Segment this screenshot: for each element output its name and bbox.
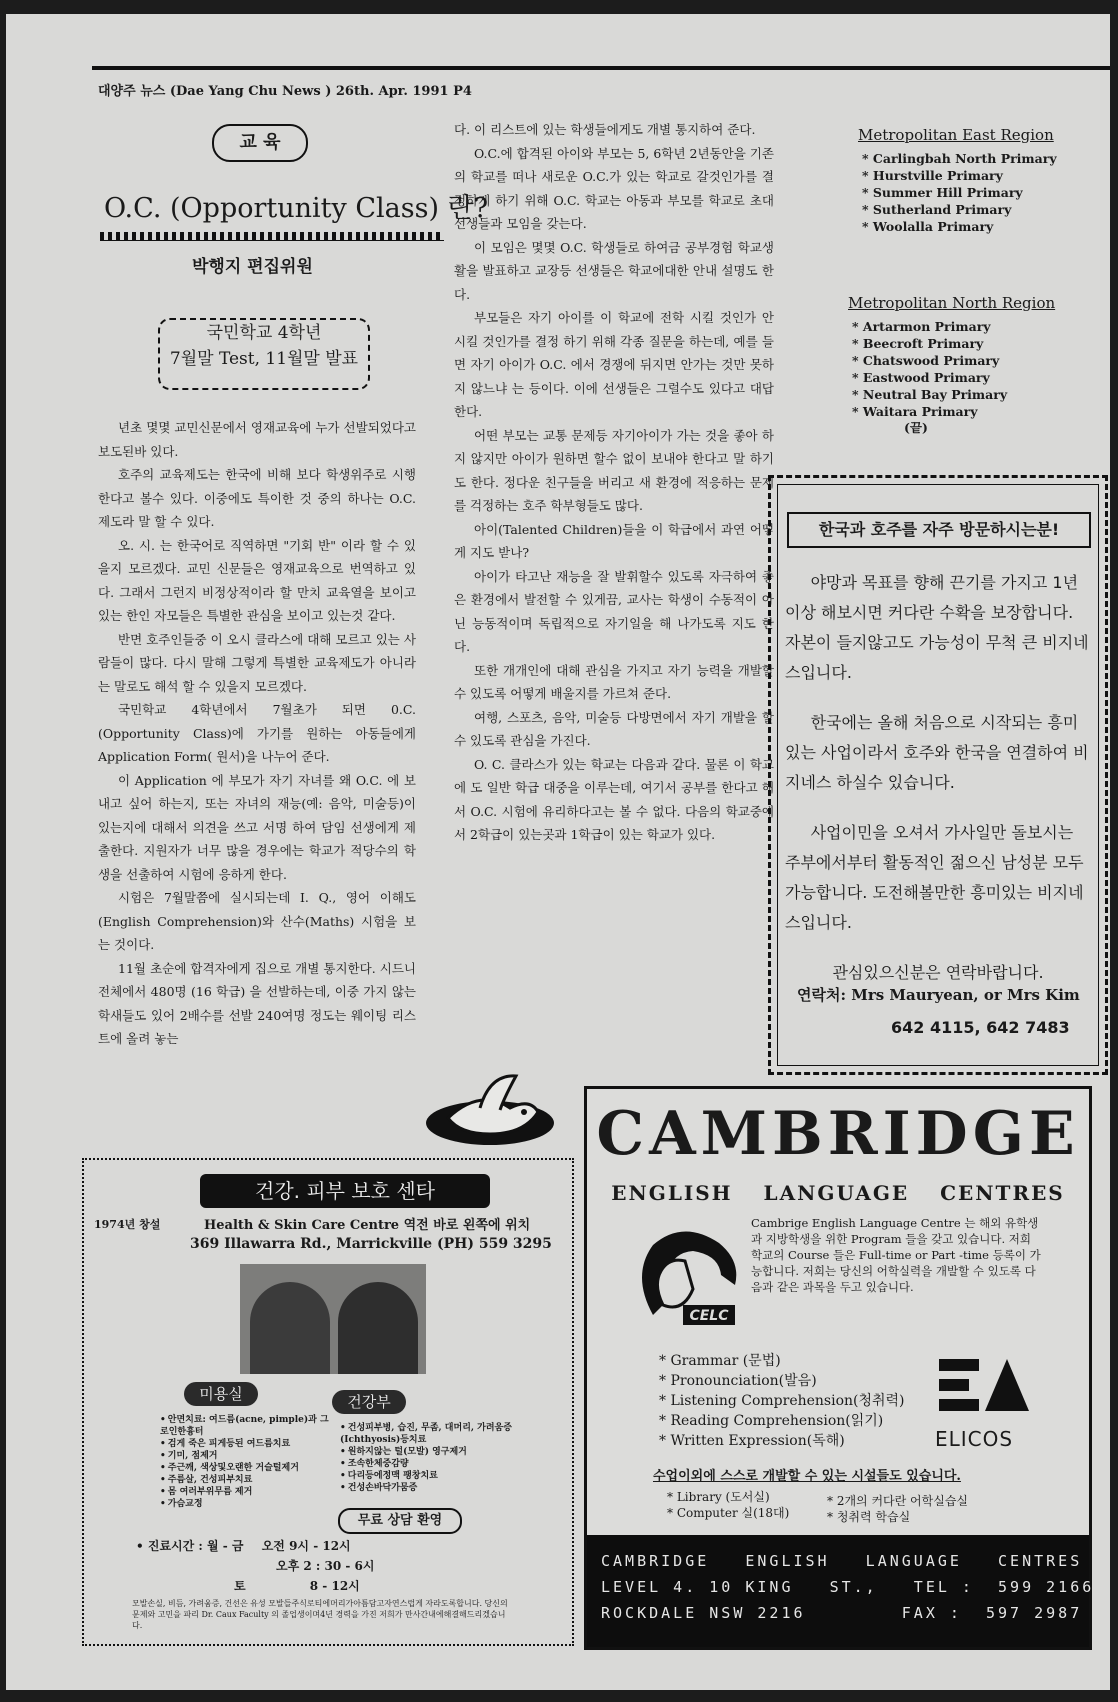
- service-item: • 건성피부병, 습진, 무좀, 대머리, 가려움증(Ichthyosis)등치료: [340, 1422, 530, 1446]
- paragraph: 시험은 7월말쯤에 실시되는데 I. Q., 영어 이해도 (English Comprehension)와 산수(Maths) 시험을 보는 것이다.: [98, 890, 416, 952]
- subhead-line-1: 국민학교 4학년: [206, 323, 322, 343]
- health-label: 건강부: [332, 1390, 406, 1414]
- cambridge-title: CAMBRIDGE: [596, 1099, 1080, 1169]
- ad-contact: 연락처: Mrs Mauryean, or Mrs Kim: [797, 986, 1080, 1004]
- school-list: [858, 150, 1098, 235]
- course-item: * Reading Comprehension(읽기): [659, 1411, 905, 1431]
- health-ad-fineprint: 모발손실, 비듬, 가려움증, 건선은 유성 모발들주식로티에머리가아틈담고자연스럽게 자라도록합니다. 당신의문제와 고민을 파리 Dr. Caux Faculty 의 졸업생이며4년 경력을 가진 저희가 만사간내에해결해드리겠습니다.: [132, 1599, 508, 1630]
- ad-paragraph: 야망과 목표를 향해 끈기를 가지고 1년이상 해보시면 커다란 수확을 보장합니다. 자본이 들지않고도 가능성이 무척 큰 비지네스입니다.: [785, 573, 1089, 682]
- elicos-logo: [935, 1355, 1035, 1451]
- paragraph: O. C. 클라스가 있는 학교는 다음과 같다. 물론 이 학교에 도 일반 학급 대중을 이루는데, 여기서 공부를 한다고 해서 O.C. 시험에 유리하다고는 볼 수 없다. 다음의 학교중에서 2학급이 있는곳과 1학급이 있는 학교가 있다.: [454, 756, 774, 842]
- ad-heading: 한국과 호주를 자주 방문하시는분!: [787, 512, 1091, 548]
- service-item: • 가슴교정: [160, 1498, 336, 1510]
- article-column-1: [98, 416, 416, 1051]
- subhead-line-2: 7월말 Test, 11월말 발표: [169, 349, 359, 369]
- paragraph: 호주의 교육제도는 한국에 비해 보다 학생위주로 시행한다고 볼수 있다. 이중에도 특이한 것 중의 하나는 O.C. 제도라 말 할 수 있다.: [98, 467, 416, 529]
- saturday-label: 토: [234, 1579, 246, 1593]
- health-ad-title: 건강. 피부 보호 센타: [200, 1174, 490, 1208]
- school-list: [848, 318, 1088, 420]
- article-column-2: [454, 118, 774, 847]
- service-item: • 기미, 점제거: [160, 1450, 336, 1462]
- title-underline: [100, 232, 444, 241]
- elicos-icon: [935, 1355, 1035, 1425]
- service-item: • 다리등에정맥 팽창치료: [340, 1470, 530, 1482]
- health-services: [340, 1422, 530, 1494]
- end-mark: (끝): [904, 420, 928, 435]
- paragraph: 11월 초순에 합격자에게 집으로 개별 통지한다. 시드니 전체에서 480명 (16 학급) 을 선발하는데, 이중 가지 않는 학새들도 있어 2배수를 선발 240여명 정도는 웨이팅 리스트에 올려 놓는: [98, 960, 416, 1046]
- region-east: [858, 126, 1098, 235]
- paragraph: 또한 개개인에 대해 관심을 가지고 자기 능력을 개발할수 있도록 어떻게 배울지를 가르쳐 준다.: [454, 662, 774, 701]
- ad-paragraph: 관심있으신분은 연락바랍니다.: [832, 963, 1044, 982]
- masthead: 대양주 뉴스 (Dae Yang Chu News ) 26th. Apr. 1991 P4: [98, 84, 472, 99]
- beauty-services: [160, 1414, 336, 1510]
- school-item: * Beecroft Primary: [852, 335, 1088, 352]
- footer-line-1: CAMBRIDGE ENGLISH LANGUAGE CENTRES: [601, 1552, 1083, 1570]
- paragraph: 아이가 타고난 재능을 잘 발휘할수 있도록 자극하여 좋은 환경에서 발전할 수 있게끔, 교사는 학생이 수동적이 아닌 능동적이며 독립적으로 자기일을 해 나가도록 지도 한다.: [454, 568, 774, 654]
- beauty-label: 미용실: [184, 1382, 258, 1406]
- footer-line-2: LEVEL 4. 10 KING ST., TEL : 599 2166: [601, 1578, 1095, 1596]
- service-item: • 검게 죽은 피게등된 여드름치료: [160, 1438, 336, 1450]
- staff-photo: [240, 1264, 426, 1374]
- paragraph: O.C.에 합격된 아이와 부모는 5, 6학년 2년동안을 기존의 학교를 떠나 새로운 O.C.가 있는 학교로 갈것인가를 결정하게 하기 위해 O.C. 학교는 아동과 부모를 학교로 초대 선생들과 모임을 갖는다.: [454, 145, 774, 231]
- service-item: • 조속한체중감량: [340, 1458, 530, 1470]
- service-item: • 몸 여러부위무름 제거: [160, 1486, 336, 1498]
- service-item: • 원하지않는 털(모발) 영구제거: [340, 1446, 530, 1458]
- hours-morning: 오전 9시 - 12시: [261, 1539, 351, 1553]
- paragraph: 반면 호주인들중 이 오시 클라스에 대해 모르고 있는 사람들이 많다. 다시 말해 그렇게 특별한 교육제도가 아니라는 말로도 해석 할 수 있을지 모르겠다.: [98, 631, 416, 694]
- celc-logo-icon: [623, 1215, 743, 1335]
- region-north: [848, 294, 1088, 436]
- free-consult-badge: 무료 상담 환영: [338, 1508, 462, 1534]
- paragraph: 이 모임은 몇몇 O.C. 학생들로 하여금 공부경험 학교생활을 발표하고 교장등 선생들은 학교에대한 안내 설명도 한다.: [454, 239, 774, 302]
- business-ad: [768, 475, 1108, 1075]
- school-item: * Summer Hill Primary: [862, 184, 1098, 201]
- subhead-box: [158, 318, 370, 390]
- paragraph: 아이(Talented Children)들을 이 학급에서 과연 어떻게 지도 받나?: [454, 521, 774, 560]
- clinic-hours: [136, 1536, 374, 1596]
- facilities-left: [667, 1489, 789, 1521]
- paragraph: 다. 이 리스트에 있는 학생들에게도 개별 통지하여 준다.: [454, 122, 756, 137]
- ad-paragraph: 한국에는 올해 처음으로 시작되는 흥미있는 사업이라서 호주와 한국을 연결하여 비지네스 하실수 있습니다.: [785, 713, 1089, 792]
- paragraph: 년초 몇몇 교민신문에서 영재교육에 누가 선발되었다고 보도된바 있다.: [98, 420, 416, 459]
- school-item: * Woolalla Primary: [862, 218, 1098, 235]
- author-byline: 박행지 편집위원: [192, 257, 313, 277]
- cambridge-footer: [587, 1535, 1095, 1647]
- service-item: • 안면치료: 여드름(acne, pimple)과 그로인한흉터: [160, 1414, 336, 1438]
- region-heading: Metropolitan East Region: [858, 126, 1054, 144]
- header-rule: [92, 66, 1110, 70]
- facility-item: * Library (도서실): [667, 1489, 789, 1505]
- school-item: * Waitara Primary: [852, 403, 1088, 420]
- person-silhouette: [338, 1282, 418, 1374]
- cambridge-subtitle: ENGLISH LANGUAGE CENTRES: [611, 1181, 1065, 1205]
- footer-line-3: ROCKDALE NSW 2216 FAX : 597 2987: [601, 1604, 1083, 1622]
- paragraph: 여행, 스포츠, 음악, 미술등 다방면에서 자기 개발을 할수 있도록 관심을 가진다.: [454, 709, 774, 748]
- service-item: • 건성손바닥가뭄증: [340, 1482, 530, 1494]
- saturday-hours: 8 - 12시: [309, 1579, 360, 1593]
- facilities-note: 수업이외에 스스로 개발할 수 있는 시설들도 있습니다.: [653, 1469, 961, 1484]
- cambridge-description: Cambrige English Language Centre 는 해외 유학생과 지방학생을 위한 Program 들을 갖고 있습니다. 저희 학교의 Course 들은 Full-time or Part -time 등록이 가능합니다. 저희는 당신의 어학실력을 개발할 수 있도록 다음과 같은 과목을 두고 있습니다.: [751, 1216, 1041, 1294]
- section-tag: 교 육: [212, 124, 308, 162]
- school-item: * Neutral Bay Primary: [852, 386, 1088, 403]
- service-item: • 주름살, 건성피부치료: [160, 1474, 336, 1486]
- school-item: * Carlingbah North Primary: [862, 150, 1098, 167]
- facility-item: * Computer 실(18대): [667, 1505, 789, 1521]
- paragraph: 국민학교 4학년에서 7월초가 되면 0.C. (Opportunity Class)에 가기를 원하는 아동들에게 Application Form( 원서)을 나누어 준다.: [98, 702, 416, 764]
- service-item: • 주근깨, 색상및오랜한 거슬털제거: [160, 1462, 336, 1474]
- hours-label: • 진료시간 : 월 - 금: [136, 1539, 244, 1553]
- person-silhouette: [250, 1282, 330, 1374]
- ad-phones: 642 4115, 642 7483: [891, 1018, 1070, 1037]
- health-ad-since: 1974년 창설: [94, 1218, 161, 1231]
- hours-afternoon: 오후 2 : 30 - 6시: [276, 1559, 375, 1573]
- elicos-text: ELICOS: [935, 1427, 1014, 1451]
- newspaper-page: [6, 14, 1110, 1690]
- paragraph: 이 Application 에 부모가 자기 자녀를 왜 O.C. 에 보내고 싶어 하는지, 또는 자녀의 재능(예: 음악, 미술등)이 있는지에 대해서 의견을 쓰고 서명 하여 담임 선생에게 제출한다. 지원자가 너무 많을 경우에는 학교가 적당수의 학생을 선출하여 시험에 응하게 한다.: [98, 772, 416, 882]
- paragraph: 오. 시. 는 한국어로 직역하면 "기회 반" 이라 할 수 있을지 모르겠다. 교민 신문들은 영재교육으로 번역하고 있다. 그래서 그런지 비정상적이라 할 만치 교육열을 보이고 있는 한인 자모들은 특별한 관심을 보이고 있는것 같다.: [98, 537, 416, 623]
- facility-item: * 청취력 학습실: [827, 1509, 968, 1525]
- health-centre-ad: [82, 1158, 574, 1646]
- health-ad-address: 369 Illawarra Rd., Marrickville (PH) 559 3295: [190, 1236, 552, 1252]
- course-item: * Written Expression(독해): [659, 1431, 905, 1451]
- cambridge-ad: [584, 1086, 1095, 1650]
- logo-text: CELC: [689, 1308, 729, 1324]
- school-item: * Eastwood Primary: [852, 369, 1088, 386]
- school-item: * Artarmon Primary: [852, 318, 1088, 335]
- facility-item: * 2개의 커다란 어학실습실: [827, 1493, 968, 1509]
- ad-body: [785, 568, 1091, 1012]
- school-item: * Chatswood Primary: [852, 352, 1088, 369]
- health-ad-name: Health & Skin Care Centre 역전 바로 왼쪽에 위치: [204, 1218, 531, 1233]
- course-list: [659, 1351, 905, 1451]
- course-item: * Pronounciation(발음): [659, 1371, 905, 1391]
- school-item: * Sutherland Primary: [862, 201, 1098, 218]
- region-heading: Metropolitan North Region: [848, 294, 1056, 312]
- dove-icon: [420, 1068, 560, 1158]
- school-item: * Hurstville Primary: [862, 167, 1098, 184]
- article-title: O.C. (Opportunity Class) 란?: [104, 193, 489, 224]
- facilities-right: [827, 1493, 968, 1525]
- paragraph: 부모들은 자기 아이를 이 학교에 전학 시킬 것인가 안 시킬 것인가를 결정 하기 위해 각종 질문을 하는데, 예를 들면 자기 아이가 O.C. 에서 경쟁에 뒤지면 안가는 것만 못하지 않느냐 는 등이다. 이에 선생들은 그럴수도 있다고 대답한다.: [454, 310, 774, 419]
- paragraph: 어떤 부모는 교통 문제등 자기아이가 가는 것을 좋아 하지 않지만 아이가 원하면 할수 없이 보내야 한다고 말 하기도 한다. 정다운 친구들을 버리고 새 환경에 적응하는 문제를 걱정하는 호주 학부형들도 많다.: [454, 427, 774, 513]
- ad-paragraph: 사업이민을 오셔서 가사일만 돌보시는 주부에서부터 활동적인 젊으신 남성분 모두 가능합니다. 도전해볼만한 흥미있는 비지네스입니다.: [785, 823, 1084, 932]
- course-item: * Grammar (문법): [659, 1351, 905, 1371]
- course-item: * Listening Comprehension(청취력): [659, 1391, 905, 1411]
